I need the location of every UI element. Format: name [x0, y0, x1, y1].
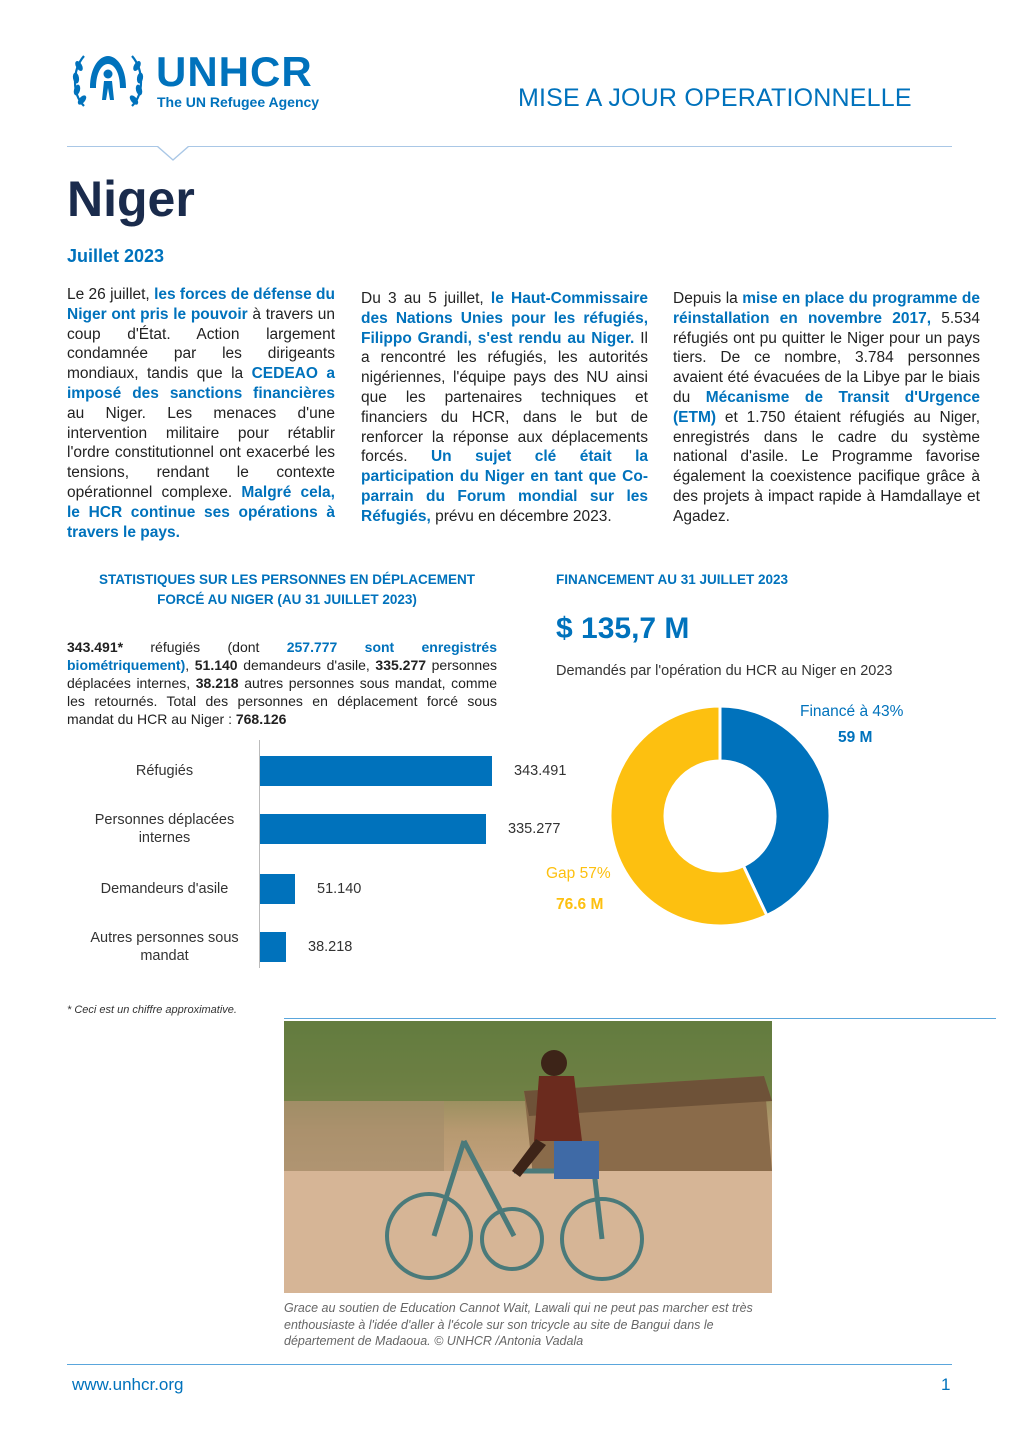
highlighted-text: CEDEAO a imposé des sanctions financières — [67, 365, 335, 402]
bar-category-label-line: Autres personnes sous — [90, 930, 239, 946]
body-text: personnes déplacées internes, — [67, 657, 498, 691]
logo-wordmark: UNHCR — [156, 48, 313, 95]
stats-heading-line1: STATISTIQUES SUR LES PERSONNES EN DÉPLACEMENT — [98, 572, 476, 587]
body-text: 5.534 réfugiés ont pu quitter le Niger pour un pays tiers. De ce nombre, 3.784 personnes avaient été évacuées de la Libye par le biais du — [673, 309, 980, 406]
highlighted-text: 257.777 sont enregistrés biométriquement) — [67, 639, 498, 673]
website-link[interactable]: www.unhcr.org — [72, 1375, 184, 1394]
bar-0 — [260, 756, 492, 786]
bar-category-label-line: Personnes déplacées — [94, 812, 235, 828]
body-text: Du 3 au 5 juillet, — [361, 290, 491, 307]
highlighted-text: Mécanisme de Transit d'Urgence (ETM) — [673, 388, 980, 426]
photo-scene — [284, 1021, 772, 1293]
funding-heading: FINANCEMENT AU 31 JUILLET 2023 — [556, 572, 789, 587]
stats-footnote: * Ceci est un chiffre approximative. — [67, 1004, 237, 1016]
gap-label: Gap 57% — [546, 865, 611, 882]
stats-heading — [67, 570, 507, 610]
bold-figure: 38.218 — [195, 675, 239, 691]
body-text: Depuis la — [673, 290, 743, 307]
body-text: prévu en décembre 2023. — [430, 507, 612, 525]
idp-bar-chart — [67, 740, 567, 970]
body-text: Le 26 juillet, — [67, 286, 155, 303]
bar-category-label — [77, 811, 252, 847]
bold-figure: 768.126 — [235, 711, 287, 727]
funding-amount: $ 135,7 M — [556, 612, 690, 645]
column-2-text — [361, 289, 648, 527]
funding-subtitle: Demandés par l'opération du HCR au Niger en 2023 — [556, 663, 893, 679]
highlighted-text: Un sujet clé était la participation du Niger en tant que Co-parrain du Forum mondial sur les Réfugiés, — [361, 448, 648, 525]
column-3-text — [673, 289, 980, 527]
photo-caption: Grace au soutien de Education Cannot Wait, Lawali qui ne peut pas marcher est très enthousiaste à l'idée d'aller à l'école sur son tricycle au site de Bangui dans le département de Madaoua. © UNHCR /Antonia Vadala — [284, 1301, 753, 1348]
bar-1 — [260, 814, 486, 844]
bar-value-label: 38.218 — [308, 939, 353, 955]
bar-category-label — [77, 762, 252, 780]
body-text: demandeurs d'asile, — [237, 657, 376, 673]
page-number: 1 — [941, 1375, 951, 1394]
footer-divider — [67, 1364, 952, 1365]
unhcr-emblem-icon — [70, 48, 146, 112]
bar-2 — [260, 874, 295, 904]
bold-figure: 343.491* — [67, 639, 124, 655]
body-text: Il a rencontré les réfugiés, les autorités nigériennes, l'équipe pays des NU ainsi que les partenaires techniques et financiers du HCR, dans le but de renforcer la réponse aux déplacements forcés. — [361, 329, 648, 466]
bold-figure: 335.277 — [375, 657, 427, 673]
body-text: à travers un coup d'État. Action largement condamnée par les dirigeants mondiaux, tandis que la — [67, 305, 335, 383]
highlighted-text: mise en place du programme de réinstallation en novembre 2017, — [673, 290, 980, 327]
highlighted-text: Malgré cela, le HCR continue ses opérations à travers le pays. — [67, 483, 335, 541]
gap-value: 76.6 M — [556, 896, 604, 913]
header-divider — [67, 146, 952, 147]
funded-value: 59 M — [838, 729, 873, 746]
bar-category-label — [77, 929, 252, 965]
body-text: autres personnes sous mandat, comme les retournés. Total des personnes en déplacement forcé sous mandat du HCR au Niger : — [67, 675, 497, 727]
funding-donut-chart — [600, 696, 840, 936]
stats-summary — [67, 638, 497, 728]
bar-category-label — [77, 880, 252, 898]
bar-value-label: 51.140 — [317, 881, 362, 897]
bar-category-label-line: Demandeurs d'asile — [100, 881, 229, 897]
document-type: MISE A JOUR OPERATIONNELLE — [518, 84, 912, 112]
bar-value-label: 343.491 — [514, 763, 567, 779]
funded-label: Financé à 43% — [800, 703, 904, 720]
logo-tagline: The UN Refugee Agency — [157, 94, 320, 110]
bar-category-label-line: mandat — [140, 948, 189, 964]
photo-divider — [284, 1018, 996, 1019]
page-date: Juillet 2023 — [67, 246, 165, 266]
highlighted-text: le Haut-Commissaire des Nations Unies pour les réfugiés, Filippo Grandi, s'est rendu au Niger. — [361, 290, 648, 347]
body-text: au Niger. Les menaces d'une intervention militaire pour rétablir l'ordre constitutionnel ont exacerbé les tensions, rendant le contexte opérationnel complexe. — [67, 404, 335, 501]
bold-figure: 51.140 — [194, 657, 238, 673]
column-1-text — [67, 285, 335, 542]
highlighted-text: les forces de défense du Niger ont pris le pouvoir — [67, 286, 335, 323]
chevron-down-icon — [156, 146, 190, 162]
bar-3 — [260, 932, 286, 962]
body-text: et 1.750 étaient réfugiés au Niger, enregistrés dans le cadre du système national d'asile. Le Programme favorise également la coexistence pacifique grâce à des projets à impact rapide à Hamdallaye et Agadez. — [673, 408, 980, 525]
body-text: réfugiés (dont — [123, 639, 287, 655]
stats-heading-line2: FORCÉ AU NIGER (AU 31 JUILLET 2023) — [157, 592, 417, 607]
bar-value-label: 335.277 — [508, 821, 561, 837]
page-title: Niger — [67, 171, 195, 227]
tricycle-photo — [284, 1021, 772, 1293]
bar-category-label-line: internes — [138, 830, 191, 846]
bar-category-label-line: Réfugiés — [135, 763, 194, 779]
unhcr-logo — [70, 46, 340, 116]
body-text: , — [185, 657, 195, 673]
